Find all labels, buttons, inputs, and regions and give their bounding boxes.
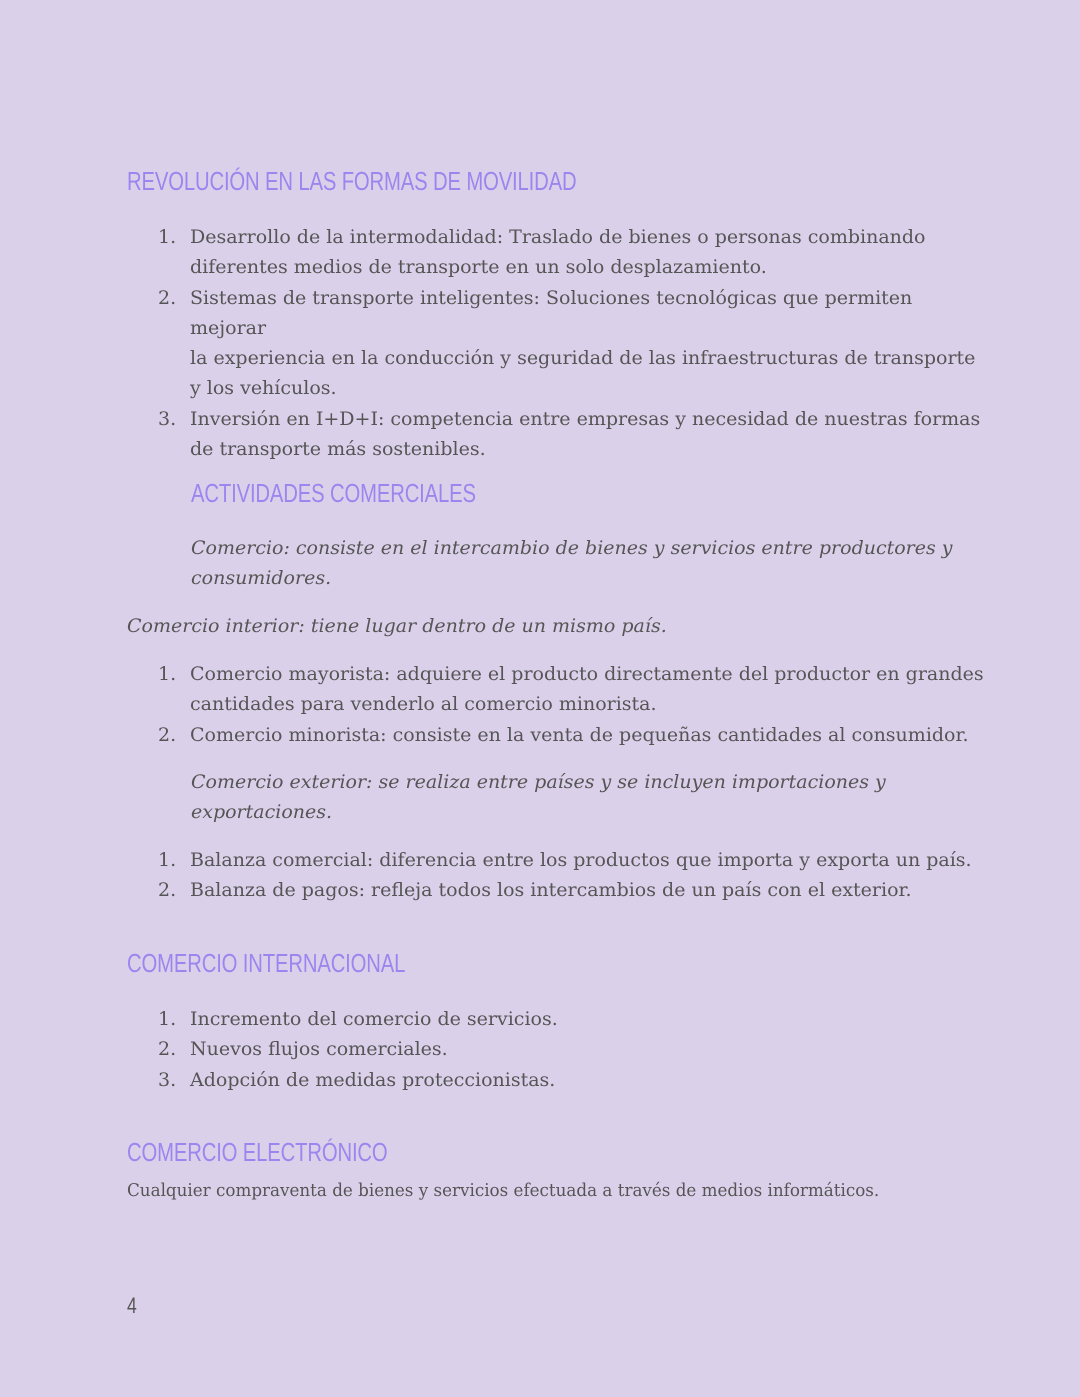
list-item: 1. Incremento del comercio de servicios. bbox=[158, 1008, 558, 1030]
list-item: 2. Comercio minorista: consiste en la venta de pequeñas cantidades al consumidor. bbox=[158, 723, 969, 746]
list-item: 3. Inversión en I+D+I: competencia entre empresas y necesidad de nuestras formas de transporte más sostenibles. bbox=[158, 407, 981, 461]
comercio-internacional-list bbox=[127, 1004, 987, 1095]
heading-movilidad: REVOLUCIÓN EN LAS FORMAS DE MOVILIDAD bbox=[127, 166, 577, 196]
list-item: 2. Nuevos flujos comerciales. bbox=[158, 1038, 448, 1061]
comercio-interior-list bbox=[127, 659, 987, 750]
movilidad-list bbox=[127, 222, 987, 464]
comercio-electronico-text: Cualquier compraventa de bienes y servicios efectuada a través de medios informáticos. bbox=[127, 1180, 880, 1201]
list-item: 1. Desarrollo de la intermodalidad: Traslado de bienes o personas combinando diferentes medios de transporte en un solo desplazamiento. bbox=[158, 226, 926, 279]
list-item: 2. Sistemas de transporte inteligentes: Soluciones tecnológicas que permiten mejorar la experiencia en la conducción y seguridad de las infraestructuras de transporte y los vehículos. bbox=[158, 286, 976, 400]
comercio-definition: Comercio: consiste en el intercambio de bienes y servicios entre productores y consumidores. bbox=[191, 537, 953, 589]
heading-comercio-electronico: COMERCIO ELECTRÓNICO bbox=[127, 1137, 388, 1167]
comercio-exterior-label: Comercio exterior: se realiza entre países y se incluyen importaciones y exportaciones. bbox=[191, 771, 886, 823]
list-item: 3. Adopción de medidas proteccionistas. bbox=[158, 1068, 556, 1091]
list-item: 1. Balanza comercial: diferencia entre los productos que importa y exporta un país. bbox=[158, 849, 972, 871]
list-item: 1. Comercio mayorista: adquiere el producto directamente del productor en grandes cantidades para venderlo al comercio minorista. bbox=[158, 663, 984, 716]
comercio-exterior-list bbox=[127, 845, 987, 906]
heading-comercio-internacional: COMERCIO INTERNACIONAL bbox=[127, 948, 406, 978]
heading-actividades-comerciales: ACTIVIDADES COMERCIALES bbox=[191, 478, 476, 508]
page-number: 4 bbox=[127, 1293, 137, 1318]
comercio-interior-label: Comercio interior: tiene lugar dentro de un mismo país. bbox=[127, 615, 667, 637]
list-item: 2. Balanza de pagos: refleja todos los intercambios de un país con el exterior. bbox=[158, 879, 912, 902]
